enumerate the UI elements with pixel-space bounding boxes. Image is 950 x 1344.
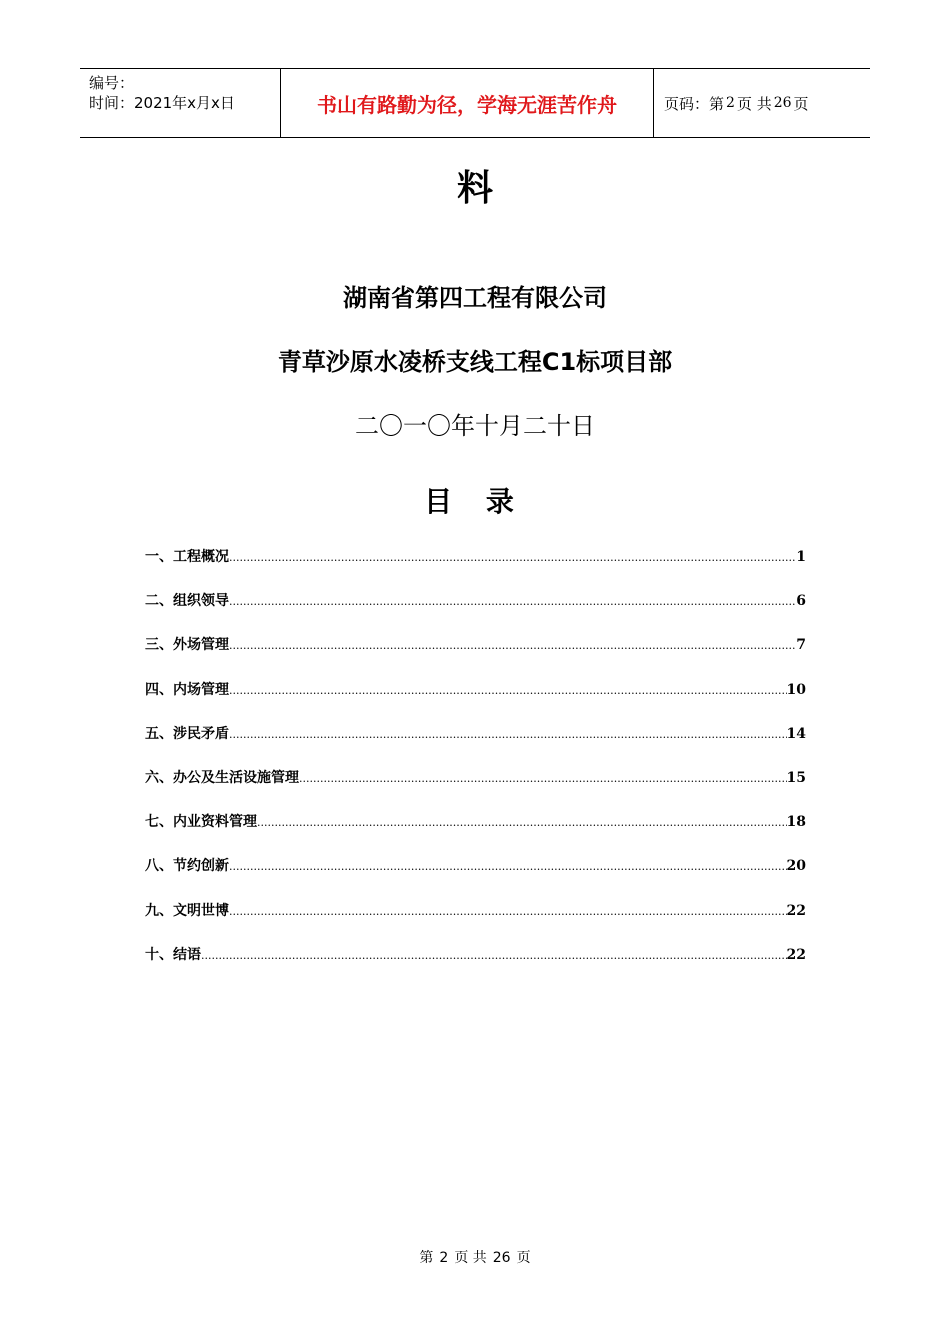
header-page-info [654,69,870,137]
toc-item-page: 22 [786,946,806,963]
toc-item[interactable] [145,855,806,899]
toc-item-label: 十、结语 [145,946,201,963]
toc-item[interactable] [145,634,806,678]
header-motto: 书山有路勤为径，学海无涯苦作舟 [281,69,654,137]
toc-item[interactable] [145,900,806,944]
header-page-mid: 页 共 [736,94,772,113]
toc-item-page: 18 [786,814,806,831]
table-of-contents [145,546,806,988]
header-page-current: 2 [726,95,735,111]
cover-heading-fragment: 料 [456,168,493,209]
toc-item-label: 五、涉民矛盾 [145,725,229,742]
toc-title: 目 录 [424,485,526,518]
toc-item-label: 八、节约创新 [145,858,229,875]
toc-leader-dots [229,684,787,697]
toc-leader-dots [229,595,796,608]
toc-item-page: 10 [786,681,806,698]
company-name: 湖南省第四工程有限公司 [343,284,607,312]
toc-item-page: 6 [796,593,806,610]
toc-leader-dots [201,949,787,962]
toc-item[interactable] [145,546,806,590]
header-time-label: 时间：2021年x月x日 [89,94,235,112]
toc-leader-dots [257,816,787,829]
toc-item[interactable] [145,723,806,767]
toc-item[interactable] [145,767,806,811]
toc-item-page: 14 [786,725,806,742]
toc-item-label: 六、办公及生活设施管理 [145,769,299,786]
header-info-cell [80,69,281,137]
toc-item-label: 九、文明世博 [145,902,229,919]
toc-leader-dots [229,551,796,564]
toc-item-label: 一、工程概况 [145,549,229,565]
footer-current: 2 [439,1250,449,1266]
toc-item-label: 四、内场管理 [145,681,229,698]
toc-leader-dots [229,905,787,918]
toc-leader-dots [299,772,787,785]
toc-item[interactable] [145,590,806,634]
document-date: 二〇一〇年十月二十日 [355,412,595,440]
project-name: 青草沙原水凌桥支线工程C1标项目部 [277,348,673,376]
header-page-total: 26 [773,95,792,111]
footer-mid: 页 共 [454,1250,487,1266]
toc-item-page: 15 [786,769,806,786]
toc-item[interactable] [145,679,806,723]
toc-item-page: 7 [796,637,806,654]
toc-item-label: 七、内业资料管理 [145,814,257,831]
toc-item[interactable] [145,944,806,988]
toc-leader-dots [229,728,787,741]
toc-item-label: 二、组织领导 [145,593,229,610]
footer-prefix: 第 [419,1250,434,1266]
footer-total: 26 [492,1250,511,1266]
header-page-suffix: 页 [793,94,809,113]
toc-item-page: 22 [786,902,806,919]
toc-item-label: 三、外场管理 [145,637,229,654]
header-page-prefix: 页码：第 [664,94,725,113]
toc-item-page: 1 [796,549,806,565]
toc-item[interactable] [145,811,806,855]
toc-leader-dots [229,639,796,652]
header-table [80,68,870,138]
page-footer [0,1247,950,1267]
toc-leader-dots [229,860,787,873]
footer-suffix: 页 [516,1250,531,1266]
header-number-label: 编号： [89,74,135,92]
toc-item-page: 20 [786,858,806,875]
